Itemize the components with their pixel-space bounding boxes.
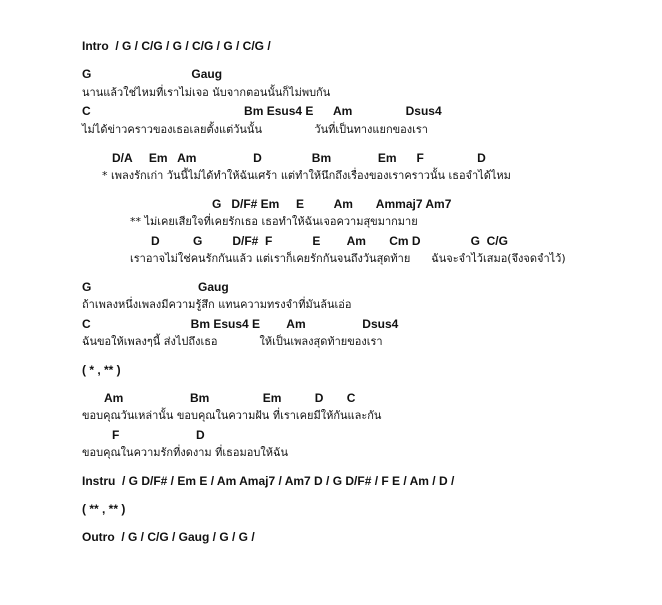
instru-line: Instru / G D/F# / Em E / Am Amaj7 / Am7 D / G D/F# / F E / Am / D /	[82, 474, 455, 488]
chorus-chords-1: D/A Em Am D Bm Em F D	[112, 151, 486, 165]
verse2-chords-1: G Gaug	[82, 280, 229, 294]
bridge-lyrics-1: ** ไม่เคยเสียใจที่เคยรักเธอ เธอทำให้ฉันเจอความสุขมากมาย	[130, 215, 418, 228]
repeat-marker-1: ( * , ** )	[82, 363, 121, 377]
outro-verse-chords-2: F D	[112, 428, 205, 442]
outro-verse-chords-1: Am Bm Em D C	[104, 391, 356, 405]
bridge-lyrics-2: เราอาจไม่ใช่คนรักกันแล้ว แต่เราก็เคยรักกันจนถึงวันสุดท้าย ฉันจะจำไว้เสมอ(จึงจดจำไว้)	[130, 252, 566, 265]
verse1-lyrics-2: ไม่ได้ข่าวคราวของเธอเลยตั้งแต่วันนั้น วันที่เป็นทางแยกของเรา	[82, 123, 428, 136]
verse2-lyrics-2: ฉันขอให้เพลงๆนี้ ส่งไปถึงเธอ ให้เป็นเพลงสุดท้ายของเรา	[82, 335, 383, 348]
verse1-chords-1: G Gaug	[82, 67, 223, 81]
verse1-chords-2: C Bm Esus4 E Am Dsus4	[82, 104, 442, 118]
repeat-marker-2: ( ** , ** )	[82, 502, 126, 516]
bridge-chords-2: D G D/F# F E Am Cm D G C/G	[151, 234, 508, 248]
outro-verse-lyrics-2: ขอบคุณในความรักที่งดงาม ที่เธอมอบให้ฉัน	[82, 446, 288, 459]
verse2-chords-2: C Bm Esus4 E Am Dsus4	[82, 317, 399, 331]
intro-line: Intro / G / C/G / G / C/G / G / C/G /	[82, 39, 271, 53]
outro-verse-lyrics-1: ขอบคุณวันเหล่านั้น ขอบคุณในความฝัน ที่เราเคยมีให้กันและกัน	[82, 409, 382, 422]
verse1-lyrics-1: นานแล้วใช่ไหมที่เราไม่เจอ นับจากตอนนั้นก็ไม่พบกัน	[82, 86, 331, 99]
bridge-chords-1: G D/F# Em E Am Ammaj7 Am7	[212, 197, 452, 211]
outro-line: Outro / G / C/G / Gaug / G / G /	[82, 530, 255, 544]
verse2-lyrics-1: ถ้าเพลงหนึ่งเพลงมีความรู้สึก แทนความทรงจำที่มันล้นเอ่อ	[82, 298, 352, 311]
chorus-lyrics-1: * เพลงรักเก่า วันนี้ไม่ได้ทำให้ฉันเศร้า แต่ทำให้นึกถึงเรื่องของเราคราวนั้น เธอจำได้ไหม	[102, 169, 511, 182]
